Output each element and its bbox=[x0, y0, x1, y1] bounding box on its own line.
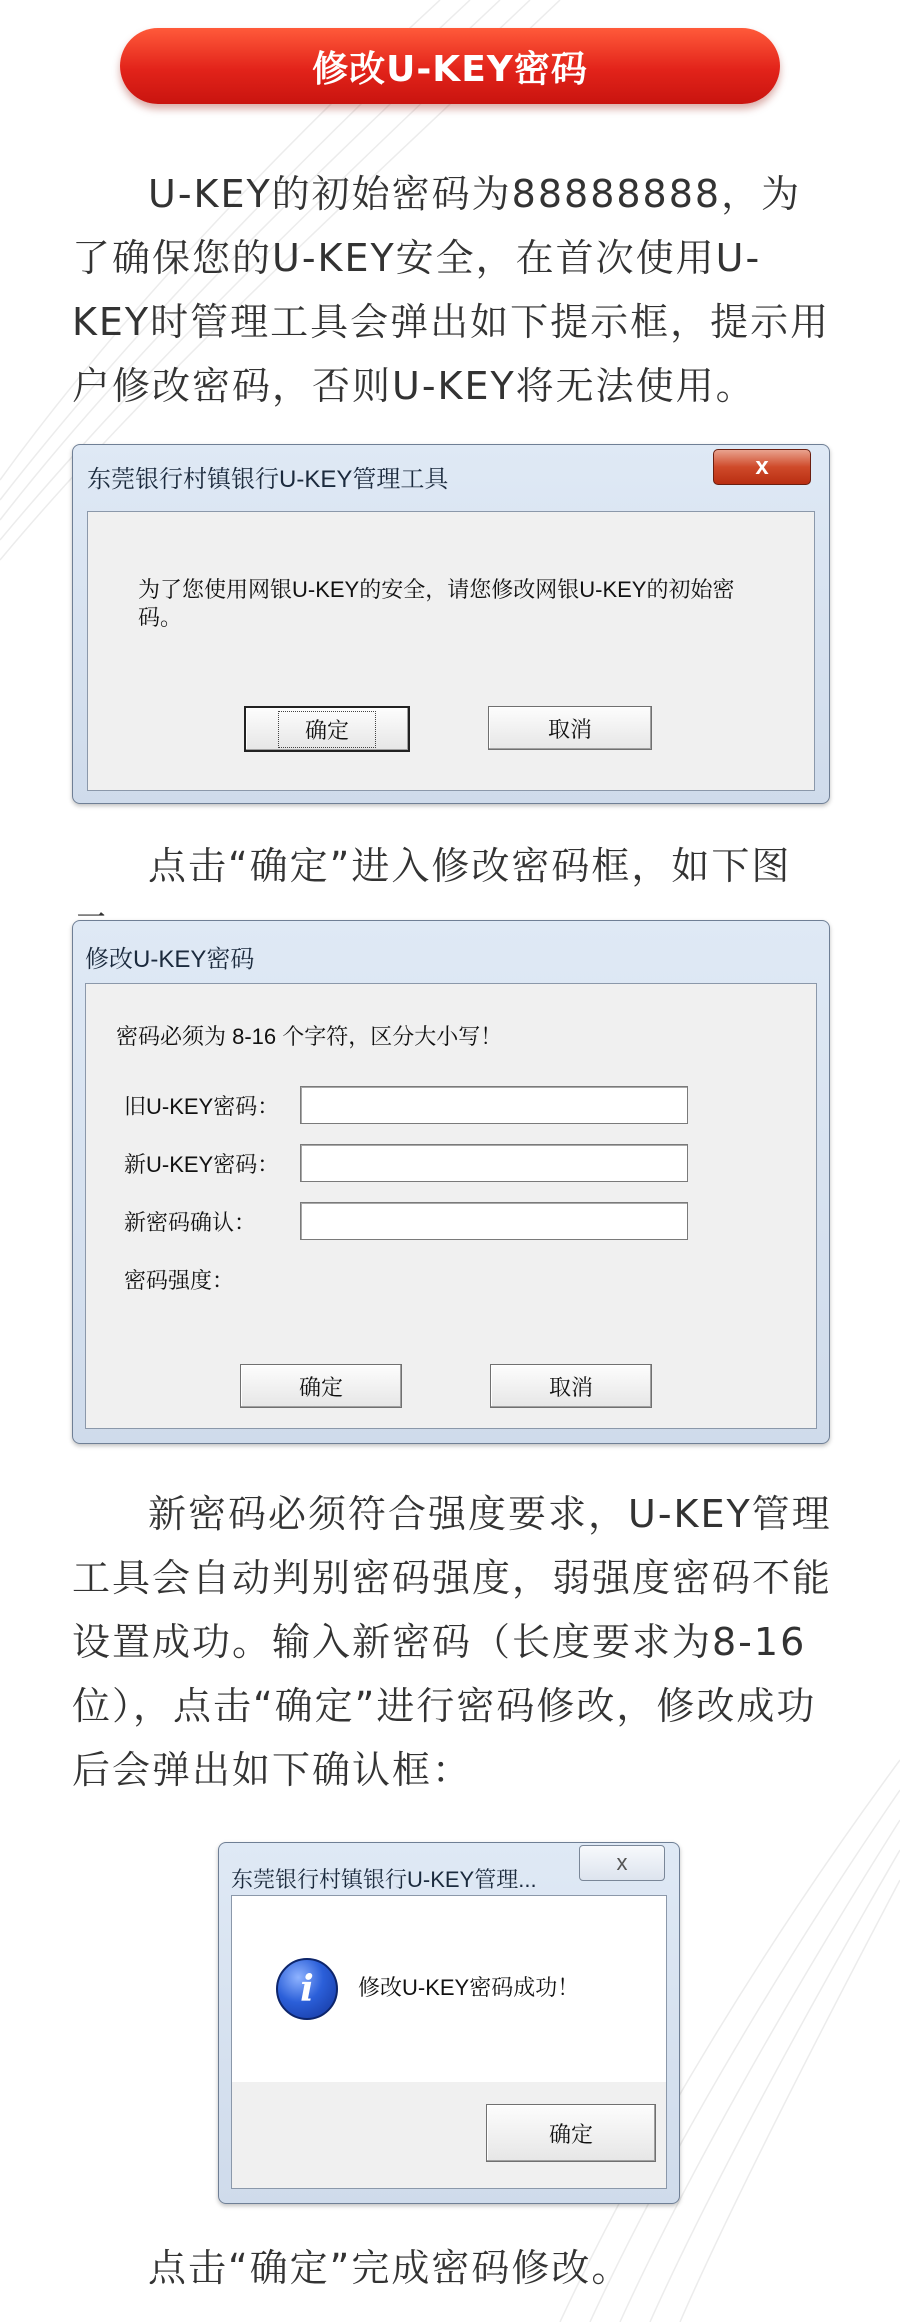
cancel-button-label: 取消 bbox=[548, 1374, 593, 1400]
close-button[interactable] bbox=[579, 1845, 665, 1881]
confirm-password-label: 新密码确认： bbox=[124, 1210, 257, 1235]
cancel-button[interactable] bbox=[490, 1364, 652, 1408]
ok-button[interactable] bbox=[244, 706, 410, 752]
cancel-button[interactable] bbox=[488, 706, 652, 750]
dialog-body bbox=[231, 1895, 667, 2189]
close-icon: x bbox=[616, 1850, 628, 1875]
confirm-password-input[interactable] bbox=[300, 1202, 688, 1240]
password-rule-hint: 密码必须为 8-16 个字符，区分大小写！ bbox=[116, 1024, 503, 1049]
info-icon: i bbox=[276, 1958, 338, 2020]
cancel-button-label: 取消 bbox=[547, 716, 592, 742]
new-password-label: 新U-KEY密码： bbox=[124, 1152, 280, 1177]
password-strength-label: 密码强度： bbox=[124, 1268, 235, 1293]
dialog-title: 东莞银行村镇银行U-KEY管理... bbox=[231, 1867, 537, 1892]
close-icon: x bbox=[755, 453, 769, 480]
initial-password-warning-dialog bbox=[72, 444, 830, 804]
step1-caption: 点击“确定”进入修改密码框，如下图 bbox=[148, 844, 792, 888]
close-button[interactable] bbox=[713, 449, 811, 485]
ok-button-label: 确定 bbox=[548, 2121, 593, 2147]
new-password-input[interactable] bbox=[300, 1144, 688, 1182]
dialog-title: 东莞银行村镇银行U-KEY管理工具 bbox=[87, 466, 449, 493]
intro-paragraph: U-KEY的初始密码为88888888，为了确保您的U-KEY安全，在首次使用U-KEY时管理工具会弹出如下提示框，提示用户修改密码，否则U-KEY将无法使用。 bbox=[72, 172, 831, 408]
step3-caption: 点击“确定”完成密码修改。 bbox=[148, 2246, 632, 2290]
change-password-dialog bbox=[72, 920, 830, 1444]
change-success-dialog bbox=[218, 1842, 680, 2204]
ok-button[interactable] bbox=[240, 1364, 402, 1408]
dialog-title: 修改U-KEY密码 bbox=[85, 946, 255, 973]
old-password-input[interactable] bbox=[300, 1086, 688, 1124]
section-title: 修改U-KEY密码 bbox=[312, 48, 588, 90]
dialog-message: 修改U-KEY密码成功！ bbox=[358, 1975, 580, 2000]
old-password-label: 旧U-KEY密码： bbox=[124, 1094, 280, 1119]
ok-button-label: 确定 bbox=[298, 1374, 343, 1400]
dialog-body bbox=[87, 511, 815, 791]
ok-button[interactable] bbox=[486, 2104, 656, 2162]
step2-paragraph: 新密码必须符合强度要求，U-KEY管理工具会自动判别密码强度，弱强度密码不能设置成功。输入新密码（长度要求为8-16位），点击“确定”进行密码修改，修改成功后会弹出如下确认框： bbox=[72, 1492, 833, 1792]
ok-button-label: 确定 bbox=[278, 711, 376, 748]
dialog-body bbox=[85, 983, 817, 1429]
section-title-banner bbox=[120, 28, 780, 104]
dialog-message: 为了您使用网银U-KEY的安全，请您修改网银U-KEY的初始密码。 bbox=[138, 577, 735, 630]
